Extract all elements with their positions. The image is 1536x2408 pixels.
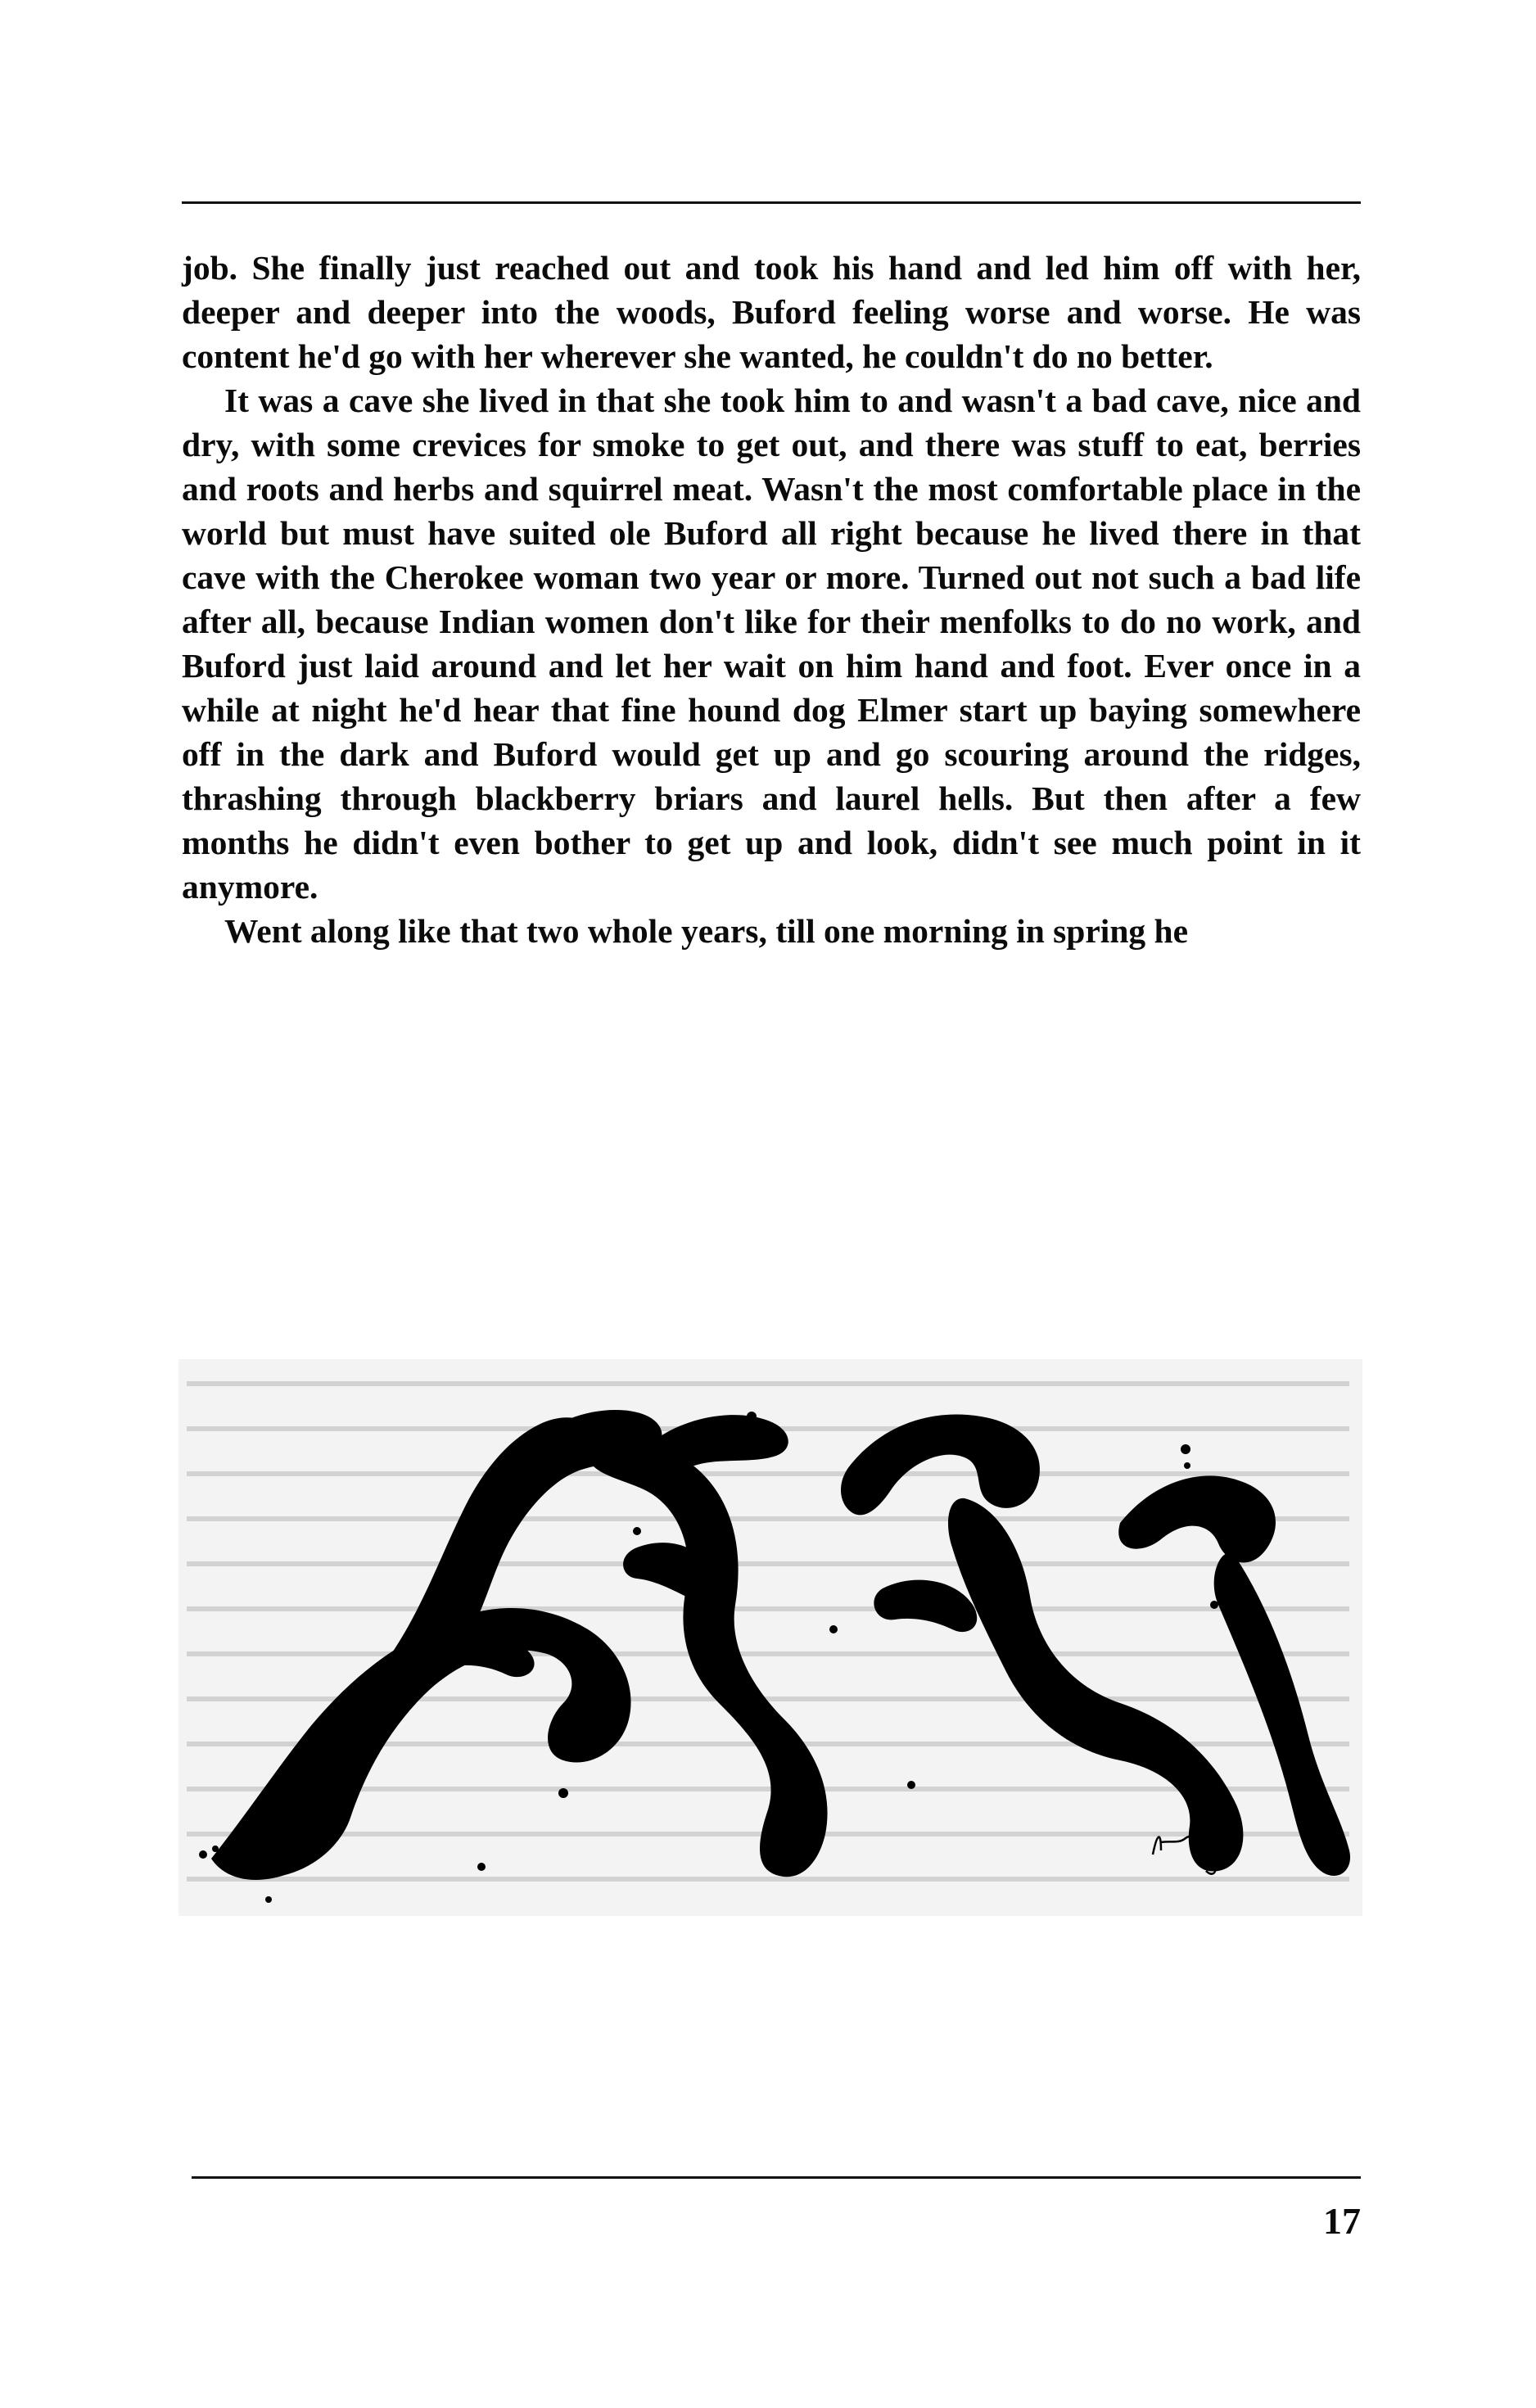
page-number: 17 [1323,2200,1361,2242]
footer-rule [192,2176,1361,2179]
ink-illustration [178,1359,1362,1916]
paragraph-1: job. She finally just reached out and took his hand and led him off with her, deeper and deeper into the woods, Buford feeling worse and worse. He was content he'd go with her wherever she wanted, he couldn't do no better. [182,249,1361,375]
paragraph-2: It was a cave she lived in that she took him to and wasn't a bad cave, nice and dry, with some crevices for smoke to get out, and there was stuff to eat, berries and roots and herbs and squirrel meat. Wasn't the most comfortable place in the world but must have suited ole Buford all right because he lived there in that cave with the Cherokee woman two year or more. Turned out not such a bad life after all, because Indian women don't like for their menfolks to do no work, and Buford just laid around and let her wait on him hand and foot. Ever once in a while at night he'd hear that fine hound dog Elmer start up baying somewhere off in the dark and Buford would get up and go scouring around the ridges, thrashing through blackberry briars and laurel hells. But then after a few months he didn't even bother to get up and look, didn't see much point in it anymore. [182,382,1361,906]
ink-drawing [178,1359,1362,1916]
paragraph-3: Went along like that two whole years, till one morning in spring he [224,912,1189,950]
body-text [182,246,1361,953]
header-rule [182,201,1361,204]
